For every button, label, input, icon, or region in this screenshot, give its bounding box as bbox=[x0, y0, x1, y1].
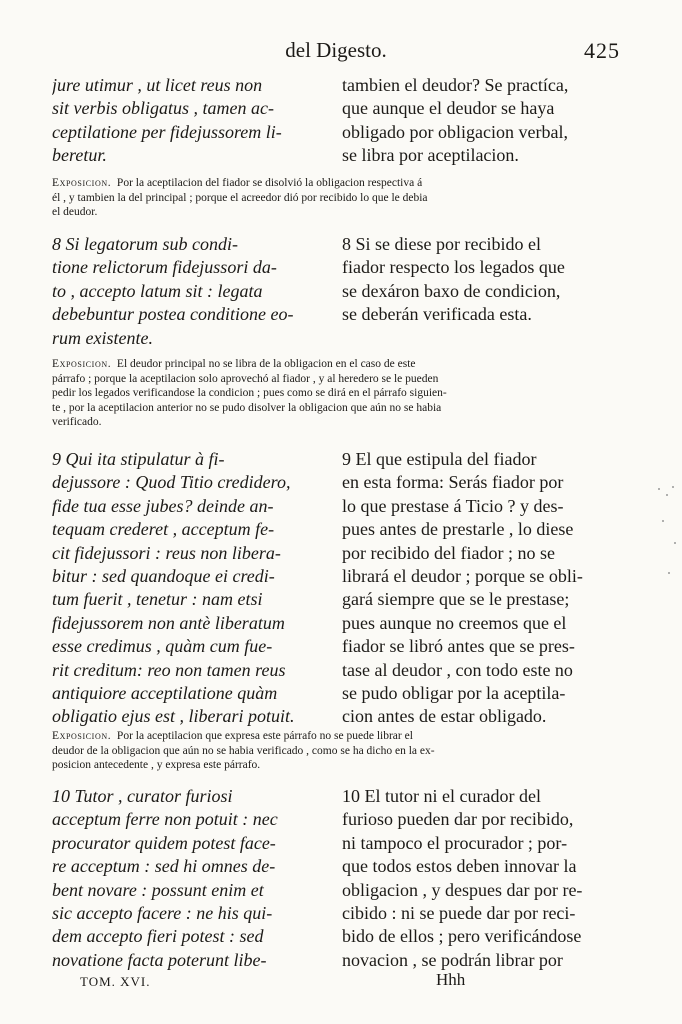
exposition-line: pedir los legados verificandose la condicion ; pues como se dirá en el párrafo siguien- bbox=[52, 387, 447, 399]
latin-column bbox=[52, 74, 320, 168]
spanish-line: cibido : ni se puede dar por reci- bbox=[342, 903, 576, 924]
spanish-line: pues antes de prestarle , lo diese bbox=[342, 519, 574, 540]
latin-line: to , accepto latum sit : legata bbox=[52, 280, 263, 301]
spanish-line: gará siempre que se le prestase; bbox=[342, 589, 570, 610]
page-footer bbox=[52, 970, 620, 992]
spanish-line: que todos estos deben innovar la bbox=[342, 856, 577, 877]
exposition-line: posicion antecedente , y expresa este párrafo. bbox=[52, 759, 261, 771]
spanish-line: pues aunque no creemos que el bbox=[342, 612, 567, 633]
spanish-line: se pudo obligar por la aceptila- bbox=[342, 683, 566, 704]
latin-line: bent novare : possunt enim et bbox=[52, 879, 264, 900]
latin-line: jure utimur , ut licet reus non bbox=[52, 75, 263, 95]
spanish-line: cion antes de estar obligado. bbox=[342, 706, 547, 727]
exposition-line: párrafo ; porque la aceptilacion solo aprovechó al fiador , y al heredero se le pueden bbox=[52, 372, 439, 385]
latin-line: dejussore : Quod Titio credidero, bbox=[52, 472, 291, 493]
spanish-column bbox=[342, 785, 620, 972]
latin-line: fidejussorem non antè liberatum bbox=[52, 612, 285, 633]
spanish-line: bido de ellos ; pero verificándose bbox=[342, 926, 582, 947]
latin-line: re acceptum : sed hi omnes de- bbox=[52, 856, 276, 877]
latin-line: cit fidejussori : reus non libera- bbox=[52, 542, 281, 563]
spanish-line: obligado por obligacion verbal, bbox=[342, 121, 568, 142]
latin-line: bitur : sed quandoque ei credi- bbox=[52, 566, 275, 587]
page-number: 425 bbox=[584, 38, 620, 63]
exposition-line bbox=[52, 176, 620, 191]
exposition-line bbox=[52, 729, 620, 744]
spanish-line: fiador se libró antes que se pres- bbox=[342, 636, 575, 657]
latin-line: sit verbis obligatus , tamen ac- bbox=[52, 98, 274, 119]
latin-column bbox=[52, 233, 320, 350]
sheet-signature-mark: Hhh bbox=[436, 970, 466, 989]
section-continuation bbox=[52, 74, 620, 170]
latin-line: rum existente. bbox=[52, 327, 153, 348]
paper-specks bbox=[652, 480, 682, 590]
latin-line: procurator quidem potest face- bbox=[52, 832, 276, 853]
latin-line: 9 Qui ita stipulatur à fi- bbox=[52, 449, 225, 469]
latin-line: fide tua esse jubes? deinde an- bbox=[52, 495, 274, 516]
exposition-line: verificado. bbox=[52, 416, 102, 428]
latin-column bbox=[52, 448, 320, 729]
latin-line: 10 Tutor , curator furiosi bbox=[52, 786, 233, 806]
exposition-note bbox=[52, 176, 620, 220]
latin-line: ceptilatione per fidejussorem li- bbox=[52, 121, 282, 142]
latin-column bbox=[52, 785, 320, 972]
spanish-line: en esta forma: Serás fiador por bbox=[342, 472, 564, 493]
latin-line: debebuntur postea conditione eo- bbox=[52, 304, 294, 325]
exposition-text: Por la aceptilacion del fiador se disolvió la obligacion respectiva á bbox=[116, 177, 423, 189]
spanish-line: obligacion , y despues dar por re- bbox=[342, 879, 583, 900]
paragraph-8 bbox=[52, 233, 620, 351]
latin-line: 8 Si legatorum sub condi- bbox=[52, 234, 238, 254]
exposition-line: él , y tambien la del principal ; porque el acreedor dió por recibido lo que le debia bbox=[52, 191, 428, 204]
latin-line: tione relictorum fidejussori da- bbox=[52, 257, 277, 278]
spanish-line: furioso pueden dar por recibido, bbox=[342, 809, 574, 830]
spanish-line: tase al deudor , con todo este no bbox=[342, 659, 573, 680]
spanish-line: se dexáron baxo de condicion, bbox=[342, 280, 561, 301]
latin-line: tum fuerit , tenetur : nam etsi bbox=[52, 589, 263, 610]
latin-line: obligatio ejus est , liberari potuit. bbox=[52, 706, 295, 727]
spanish-line: que aunque el deudor se haya bbox=[342, 98, 555, 119]
spanish-line: fiador respecto los legados que bbox=[342, 257, 565, 278]
exposition-line bbox=[52, 357, 620, 372]
spanish-line: ni tampoco el procurador ; por- bbox=[342, 832, 568, 853]
running-title: del Digesto. bbox=[285, 38, 387, 62]
latin-line: antiquiore acceptilatione quàm bbox=[52, 683, 278, 704]
spanish-line: por recibido del fiador ; no se bbox=[342, 542, 555, 563]
spanish-line: librará el deudor ; porque se obli- bbox=[342, 566, 583, 587]
latin-line: novatione facta poterunt libe- bbox=[52, 949, 267, 970]
exposition-line: el deudor. bbox=[52, 206, 98, 218]
latin-line: beretur. bbox=[52, 145, 107, 166]
latin-line: dem accepto fieri potest : sed bbox=[52, 926, 264, 947]
exposition-label: Exposicion. bbox=[52, 730, 112, 742]
spanish-column bbox=[342, 448, 620, 729]
spanish-line: 9 El que estipula del fiador bbox=[342, 449, 537, 469]
spanish-line: se deberán verificada esta. bbox=[342, 304, 532, 325]
paragraph-10 bbox=[52, 785, 620, 975]
exposition-line: deudor de la obligacion que aún no se habia verificado , como se ha dicho en la ex- bbox=[52, 744, 435, 757]
spanish-line: lo que prestase á Ticio ? y des- bbox=[342, 495, 564, 516]
spanish-column bbox=[342, 233, 620, 327]
spanish-line: 10 El tutor ni el curador del bbox=[342, 786, 541, 806]
exposition-text: Por la aceptilacion que expresa este párrafo no se puede librar el bbox=[116, 730, 413, 742]
spanish-line: 8 Si se diese por recibido el bbox=[342, 234, 541, 254]
exposition-line: te , por la aceptilacion anterior no se pudo disolver la obligacion que aún no se habia bbox=[52, 401, 442, 414]
exposition-note bbox=[52, 357, 620, 430]
spanish-column bbox=[342, 74, 620, 168]
exposition-text: El deudor principal no se libra de la obligacion en el caso de este bbox=[116, 358, 416, 370]
spanish-line: novacion , se podrán librar por bbox=[342, 949, 563, 970]
latin-line: tequam crederet , acceptum fe- bbox=[52, 519, 275, 540]
latin-line: acceptum ferre non potuit : nec bbox=[52, 809, 278, 830]
exposition-label: Exposicion. bbox=[52, 358, 112, 370]
spanish-line: tambien el deudor? Se practíca, bbox=[342, 75, 569, 95]
latin-line: rit creditum: reo non tamen reus bbox=[52, 659, 286, 680]
volume-signature: TOM. XVI. bbox=[80, 974, 151, 989]
exposition-note bbox=[52, 729, 620, 773]
latin-line: esse credimus , quàm cum fue- bbox=[52, 636, 273, 657]
spanish-line: se libra por aceptilacion. bbox=[342, 145, 519, 166]
exposition-label: Exposicion. bbox=[52, 177, 112, 189]
latin-line: sic accepto facere : ne his qui- bbox=[52, 903, 273, 924]
paragraph-9 bbox=[52, 448, 620, 732]
running-header bbox=[52, 38, 620, 68]
